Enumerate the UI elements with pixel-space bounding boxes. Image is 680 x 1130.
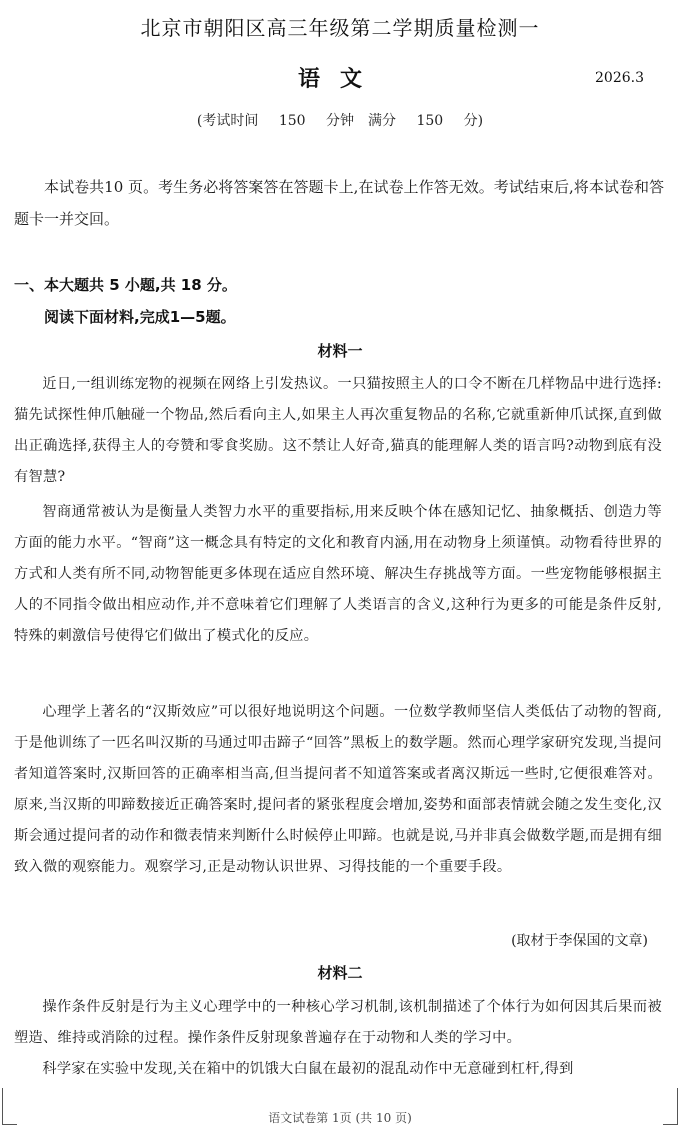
exam-title: 北京市朝阳区高三年级第二学期质量检测一 — [140, 16, 540, 40]
material-two-title: 材料二 — [317, 964, 363, 982]
subject-title: 语文 — [297, 66, 382, 92]
material-one-paragraph: 心理学上著名的“汉斯效应”可以很好地说明这个问题。一位数学教师坚信人类低估了动物的智商,于是他训练了一匹名叫汉斯的马通过叩击蹄子“回答”黑板上的数学题。然而心理学家研究发现,当提问者知道答案时,汉斯回答的正确率相当高,但当提问者不知道答案或者离汉斯远一些时,它便很难答对。原来,当汉斯的叩蹄数接近正确答案时,提问者的紧张程度会增加,姿势和面部表情就会随之发生变化,汉斯会通过提问者的动作和微表情来判断什么时候停止叩蹄。也就是说,马并非真会做数学题,而是拥有细致入微的观察能力。观察学习,正是动物认识世界、习得技能的一个重要手段。 — [14, 704, 662, 875]
material-one-title: 材料一 — [317, 342, 363, 360]
material-two-paragraph: 操作条件反射是行为主义心理学中的一种核心学习机制,该机制描述了个体行为如何因其后果而被塑造、维持或消除的过程。操作条件反射现象普遍存在于动物和人类的学习中。 — [14, 999, 662, 1046]
material-one-source: (取材于李保国的文章) — [511, 933, 648, 949]
exam-date: 2026.3 — [595, 70, 644, 86]
material-two-paragraph: 科学家在实验中发现,关在箱中的饥饿大白鼠在最初的混乱动作中无意碰到杠杆,得到 — [42, 1061, 574, 1077]
material-one-paragraph: 智商通常被认为是衡量人类智力水平的重要指标,用来反映个体在感知记忆、抽象概括、创造力等方面的能力水平。“智商”这一概念具有特定的文化和教育内涵,用在动物身上须谨慎。动物看待世界的方式和人类有所不同,动物智能更多体现在适应自然环境、解决生存挑战等方面。一些宠物能够根据主人的不同指令做出相应动作,并不意味着它们理解了人类语言的含义,这种行为更多的可能是条件反射,特殊的刺激信号使得它们做出了模式化的反应。 — [14, 504, 662, 644]
section-heading: 一、本大题共 5 小题,共 18 分。 — [14, 276, 237, 294]
reading-instruction: 阅读下面材料,完成1—5题。 — [44, 308, 236, 326]
page-footer: 语文试卷第 1页 (共 10 页) — [268, 1111, 412, 1125]
exam-info: (考试时间 150 分钟 满分 150 分) — [196, 113, 484, 129]
exam-instructions: 本试卷共10 页。考生务必将答案答在答题卡上,在试卷上作答无效。考试结束后,将本试卷和答题卡一并交回。 — [14, 178, 664, 228]
material-one-paragraph: 近日,一组训练宠物的视频在网络上引发热议。一只猫按照主人的口令不断在几样物品中进行选择:猫先试探性伸爪触碰一个物品,然后看向主人,如果主人再次重复物品的名称,它就重新伸爪试探,直到做出正确选择,获得主人的夸赞和零食奖励。这不禁让人好奇,猫真的能理解人类的语言吗?动物到底有没有智慧? — [14, 376, 662, 485]
